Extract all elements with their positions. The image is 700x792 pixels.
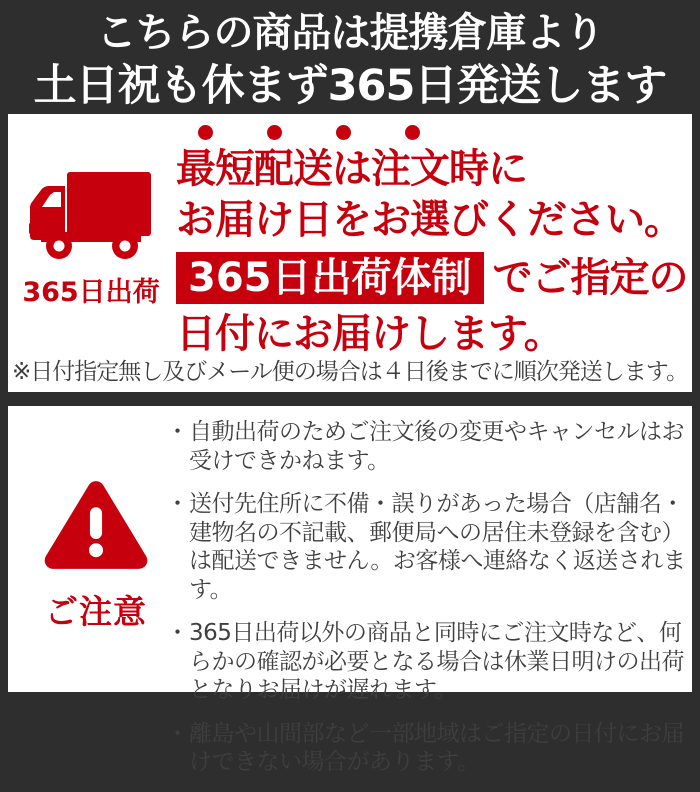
bullet-marker: ・ [166,720,189,747]
banner-line-2: 土日祝も休まず365日発送します [33,60,667,111]
caution-note-text: 365日出荷以外の商品と同時にご注文時など、何らかの確認が必要となる場合は休業日明けの出荷となりお届けが遅れます。 [189,620,684,704]
warning-triangle-icon [40,476,152,574]
emphasis-dots [198,125,688,140]
shipping-footnote: ※日付指定無し及びメール便の場合は４日後までに順次発送します。 [12,359,688,385]
bullet-marker: ・ [166,620,189,647]
delivery-truck-icon [26,170,156,264]
highlight-row [176,252,688,304]
caution-note-item [166,418,687,475]
headline-line-1: 最短配送は注文時に [176,146,527,192]
caution-panel [8,406,692,776]
delivery-copy [176,125,688,361]
truck-label: 365日出荷 [22,277,160,308]
highlight-line-2: 日付にお届けします。 [176,311,563,358]
bullet-marker: ・ [166,491,189,518]
banner-line-1: こちらの商品は提携倉庫より [96,10,604,56]
caution-note-text: 自動出荷のためご注文後の変更やキャンセルはお受けできかねます。 [189,419,684,474]
caution-note-text: 送付先住所に不備・誤りがあった場合（店舗名・建物名の不記載、郵便局への居住未登録を含む）は配送できません。お客様へ連絡なく返送されます。 [189,491,686,603]
highlight-box: 365日出荷体制 [176,252,484,304]
caution-block [28,476,164,633]
caution-note-text: 離島や山間部など一部地域はご指定の日付にお届けできない場合があります。 [189,720,684,776]
caution-note-item [166,490,687,604]
headline-line-2: お届け日をお選びください。 [176,197,683,244]
caution-label: ご注意 [45,592,147,631]
bullet-marker: ・ [166,419,189,445]
emphasis-dot [267,125,282,140]
caution-note-item [166,619,687,705]
emphasis-dot [336,125,351,140]
top-banner [0,0,700,114]
truck-block [14,170,168,309]
caution-notes-list [166,418,687,792]
highlight-suffix: でご指定の [492,254,688,301]
emphasis-dot [405,125,420,140]
emphasis-dot [198,125,213,140]
shipping-panel [8,114,692,392]
caution-note-item [166,720,687,777]
